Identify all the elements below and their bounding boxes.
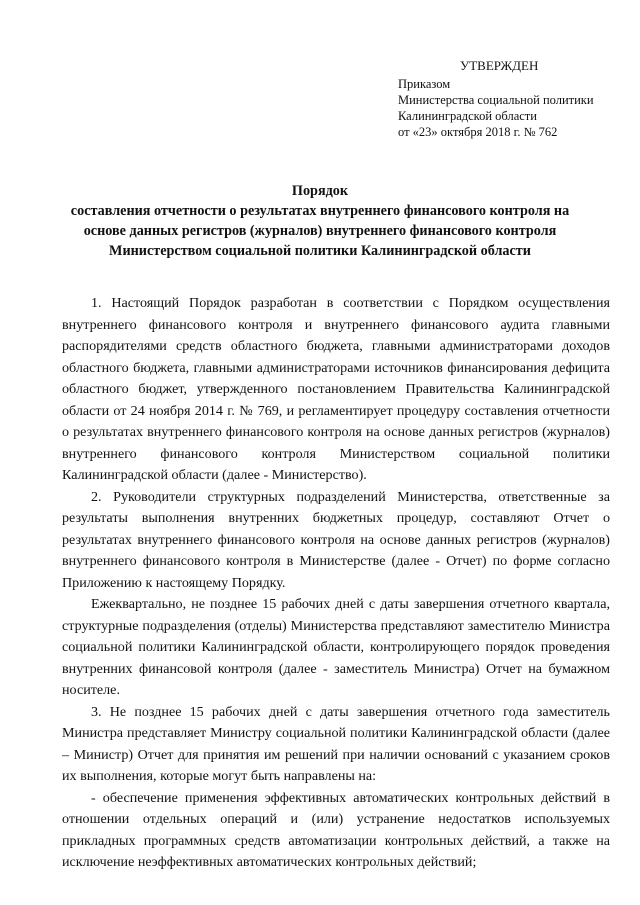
- title-line: составления отчетности о результатах внутреннего финансового контроля на: [70, 203, 570, 219]
- approval-line: от «23» октября 2018 г. № 762: [398, 125, 558, 139]
- paragraph: 1. Настоящий Порядок разработан в соответствии с Порядком осуществления внутреннего финансового контроля и внутреннего финансового аудита главными распорядителями средств областного бюджета, главными администраторами доходов областного бюджета, главными администраторами источников финансирования дефицита областного бюджет, утвержденного постановлением Правительства Калининградской области от 24 ноября 2014 г. № 769, и регламентирует процедуру составления отчетности о результатах внутреннего финансового контроля на основе данных регистров (журналов) внутреннего финансового контроля Министерством социальной политики Калининградской области (далее - Министерство).: [62, 295, 610, 483]
- title-line: основе данных регистров (журналов) внутреннего финансового контроля: [83, 223, 557, 239]
- title-line: Министерством социальной политики Калининградской области: [109, 243, 531, 259]
- approval-line: Министерства социальной политики: [398, 93, 594, 107]
- approved-label: УТВЕРЖДЕН: [460, 58, 539, 73]
- paragraph: Ежеквартально, не позднее 15 рабочих дней с даты завершения отчетного квартала, структурные подразделения (отделы) Министерства представляют заместителю Министра социальной политики Калининградской области, контролирующего порядок проведения внутренних финансовой контроля (далее - заместитель Министра) Отчет на бумажном носителе.: [62, 596, 610, 698]
- list-item: - обеспечение применения эффективных автоматических контрольных действий в отношении отдельных операций и (или) устранение недостатков используемых прикладных программных средств автоматизации контрольных действий, а также на исключение неэффективных автоматических контрольных действий;: [62, 789, 610, 870]
- approval-line: Калининградской области: [398, 109, 537, 123]
- title-line: Порядок: [291, 183, 349, 199]
- paragraph: 3. Не позднее 15 рабочих дней с даты завершения отчетного года заместитель Министра представляет Министру социальной политики Калининградской области (далее – Министр) Отчет для принятия им решений при наличии оснований с указанием сроков их выполнения, которые могут быть направлены на:: [62, 703, 610, 784]
- approval-stamp: [398, 58, 618, 140]
- approval-line: Приказом: [398, 77, 451, 91]
- paragraph: 2. Руководители структурных подразделений Министерства, ответственные за результаты выполнения внутренних бюджетных процедур, составляют Отчет о результатах внутреннего финансового контроля на основе данных регистров (журналов) внутреннего финансового контроля в Министерстве (далее - Отчет) по форме согласно Приложению к настоящему Порядку.: [62, 488, 610, 591]
- document-body: [62, 293, 610, 874]
- document-title: [40, 181, 600, 261]
